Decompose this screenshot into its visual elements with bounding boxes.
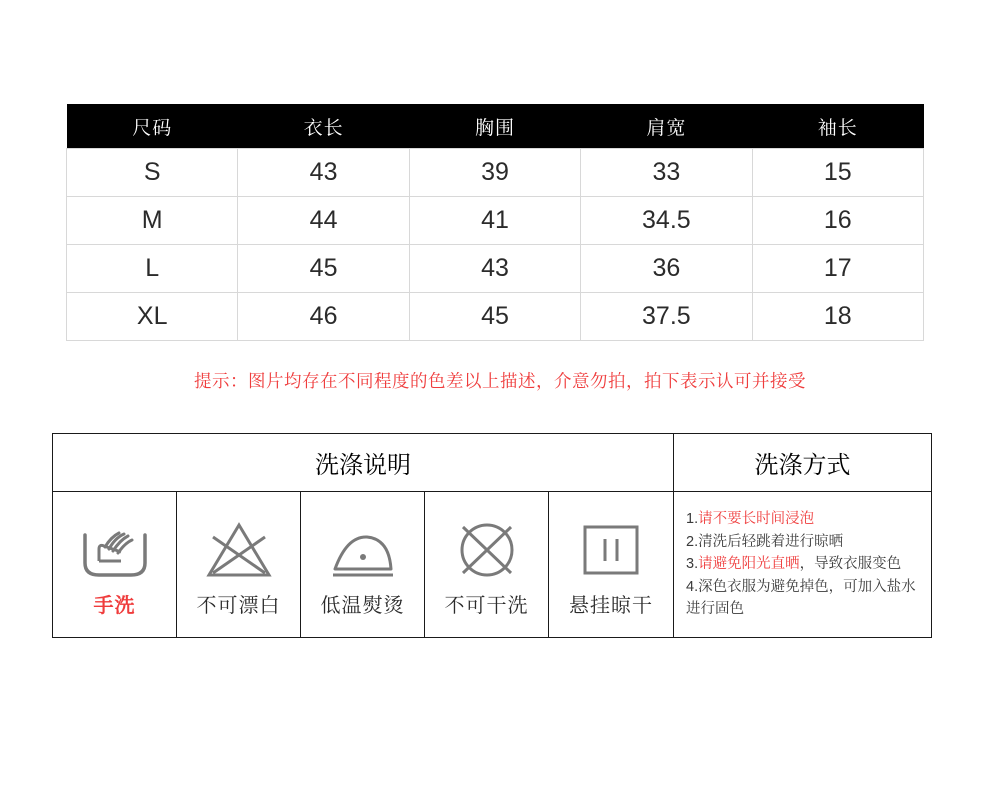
wash-icons-area	[53, 492, 674, 637]
column-header-bust: 胸围	[409, 104, 580, 149]
tip-index-3: 3.	[686, 556, 699, 573]
cell-length: 44	[238, 197, 409, 245]
column-header-sleeve: 袖长	[752, 104, 923, 149]
care-icon-label-hand-wash: 手洗	[93, 595, 136, 617]
do-not-dry-clean-icon	[445, 515, 529, 585]
care-icon-label-no-dry-clean: 不可干洗	[444, 595, 529, 617]
care-icon-cell-no-dry-clean	[425, 492, 549, 637]
color-difference-notice: 提示：图片均存在不同程度的色差以上描述，介意勿拍，拍下表示认可并接受	[194, 371, 806, 391]
cell-bust: 39	[409, 149, 580, 197]
tip-item-4	[686, 576, 921, 621]
cell-shoulder: 37.5	[581, 293, 752, 341]
low-temperature-iron-icon	[321, 515, 405, 585]
cell-length: 46	[238, 293, 409, 341]
cell-shoulder: 33	[581, 149, 752, 197]
size-chart-table	[66, 104, 924, 341]
cell-shoulder: 34.5	[581, 197, 752, 245]
table-row	[67, 245, 924, 293]
cell-size: XL	[67, 293, 238, 341]
table-header-row	[67, 104, 924, 149]
care-icon-cell-no-bleach	[177, 492, 301, 637]
cell-size: M	[67, 197, 238, 245]
cell-sleeve: 17	[752, 245, 923, 293]
size-chart-header	[67, 104, 924, 149]
tip-red-3: 请避免阳光直晒	[698, 556, 800, 573]
tip-item-3	[686, 553, 921, 575]
hand-wash-icon	[73, 515, 157, 585]
cell-size: L	[67, 245, 238, 293]
care-icon-cell-hang-dry	[549, 492, 673, 637]
cell-bust: 45	[409, 293, 580, 341]
tip-rest-4: 深色衣服为避免掉色，可加入盐水进行固色	[686, 578, 916, 618]
cell-sleeve: 15	[752, 149, 923, 197]
wash-method-title: 洗涤方式	[754, 452, 851, 479]
table-row	[67, 293, 924, 341]
tip-rest-3: ，导致衣服变色	[799, 556, 902, 573]
cell-length: 43	[238, 149, 409, 197]
cell-shoulder: 36	[581, 245, 752, 293]
cell-size: S	[67, 149, 238, 197]
tip-red-1: 请不要长时间浸泡	[698, 511, 815, 528]
cell-bust: 43	[409, 245, 580, 293]
tip-index-1: 1.	[686, 511, 699, 528]
table-row	[67, 197, 924, 245]
tip-rest-2: 清洗后轻跳着进行晾晒	[698, 533, 844, 550]
wash-instructions-title: 洗涤说明	[53, 434, 674, 491]
wash-care-box	[52, 433, 932, 638]
hang-to-dry-icon	[569, 515, 653, 585]
cell-sleeve: 18	[752, 293, 923, 341]
column-header-length: 衣长	[238, 104, 409, 149]
care-icon-label-hang-dry: 悬挂晾干	[569, 595, 653, 617]
column-header-size: 尺码	[67, 104, 238, 149]
column-header-shoulder: 肩宽	[581, 104, 752, 149]
tip-item-1	[686, 508, 921, 530]
care-icon-cell-hand-wash	[53, 492, 177, 637]
table-row	[67, 149, 924, 197]
size-chart-body	[67, 149, 924, 341]
care-icon-label-no-bleach: 不可漂白	[196, 595, 281, 617]
care-icon-cell-low-iron	[301, 492, 425, 637]
care-icon-label-low-iron: 低温熨烫	[320, 595, 405, 617]
wash-method-tips	[674, 492, 931, 637]
cell-bust: 41	[409, 197, 580, 245]
do-not-bleach-icon	[197, 515, 281, 585]
wash-care-body	[53, 492, 931, 637]
cell-sleeve: 16	[752, 197, 923, 245]
tip-index-2: 2.	[686, 533, 699, 550]
tip-item-2	[686, 531, 921, 553]
wash-care-header	[53, 434, 931, 492]
tip-index-4: 4.	[686, 578, 699, 595]
cell-length: 45	[238, 245, 409, 293]
